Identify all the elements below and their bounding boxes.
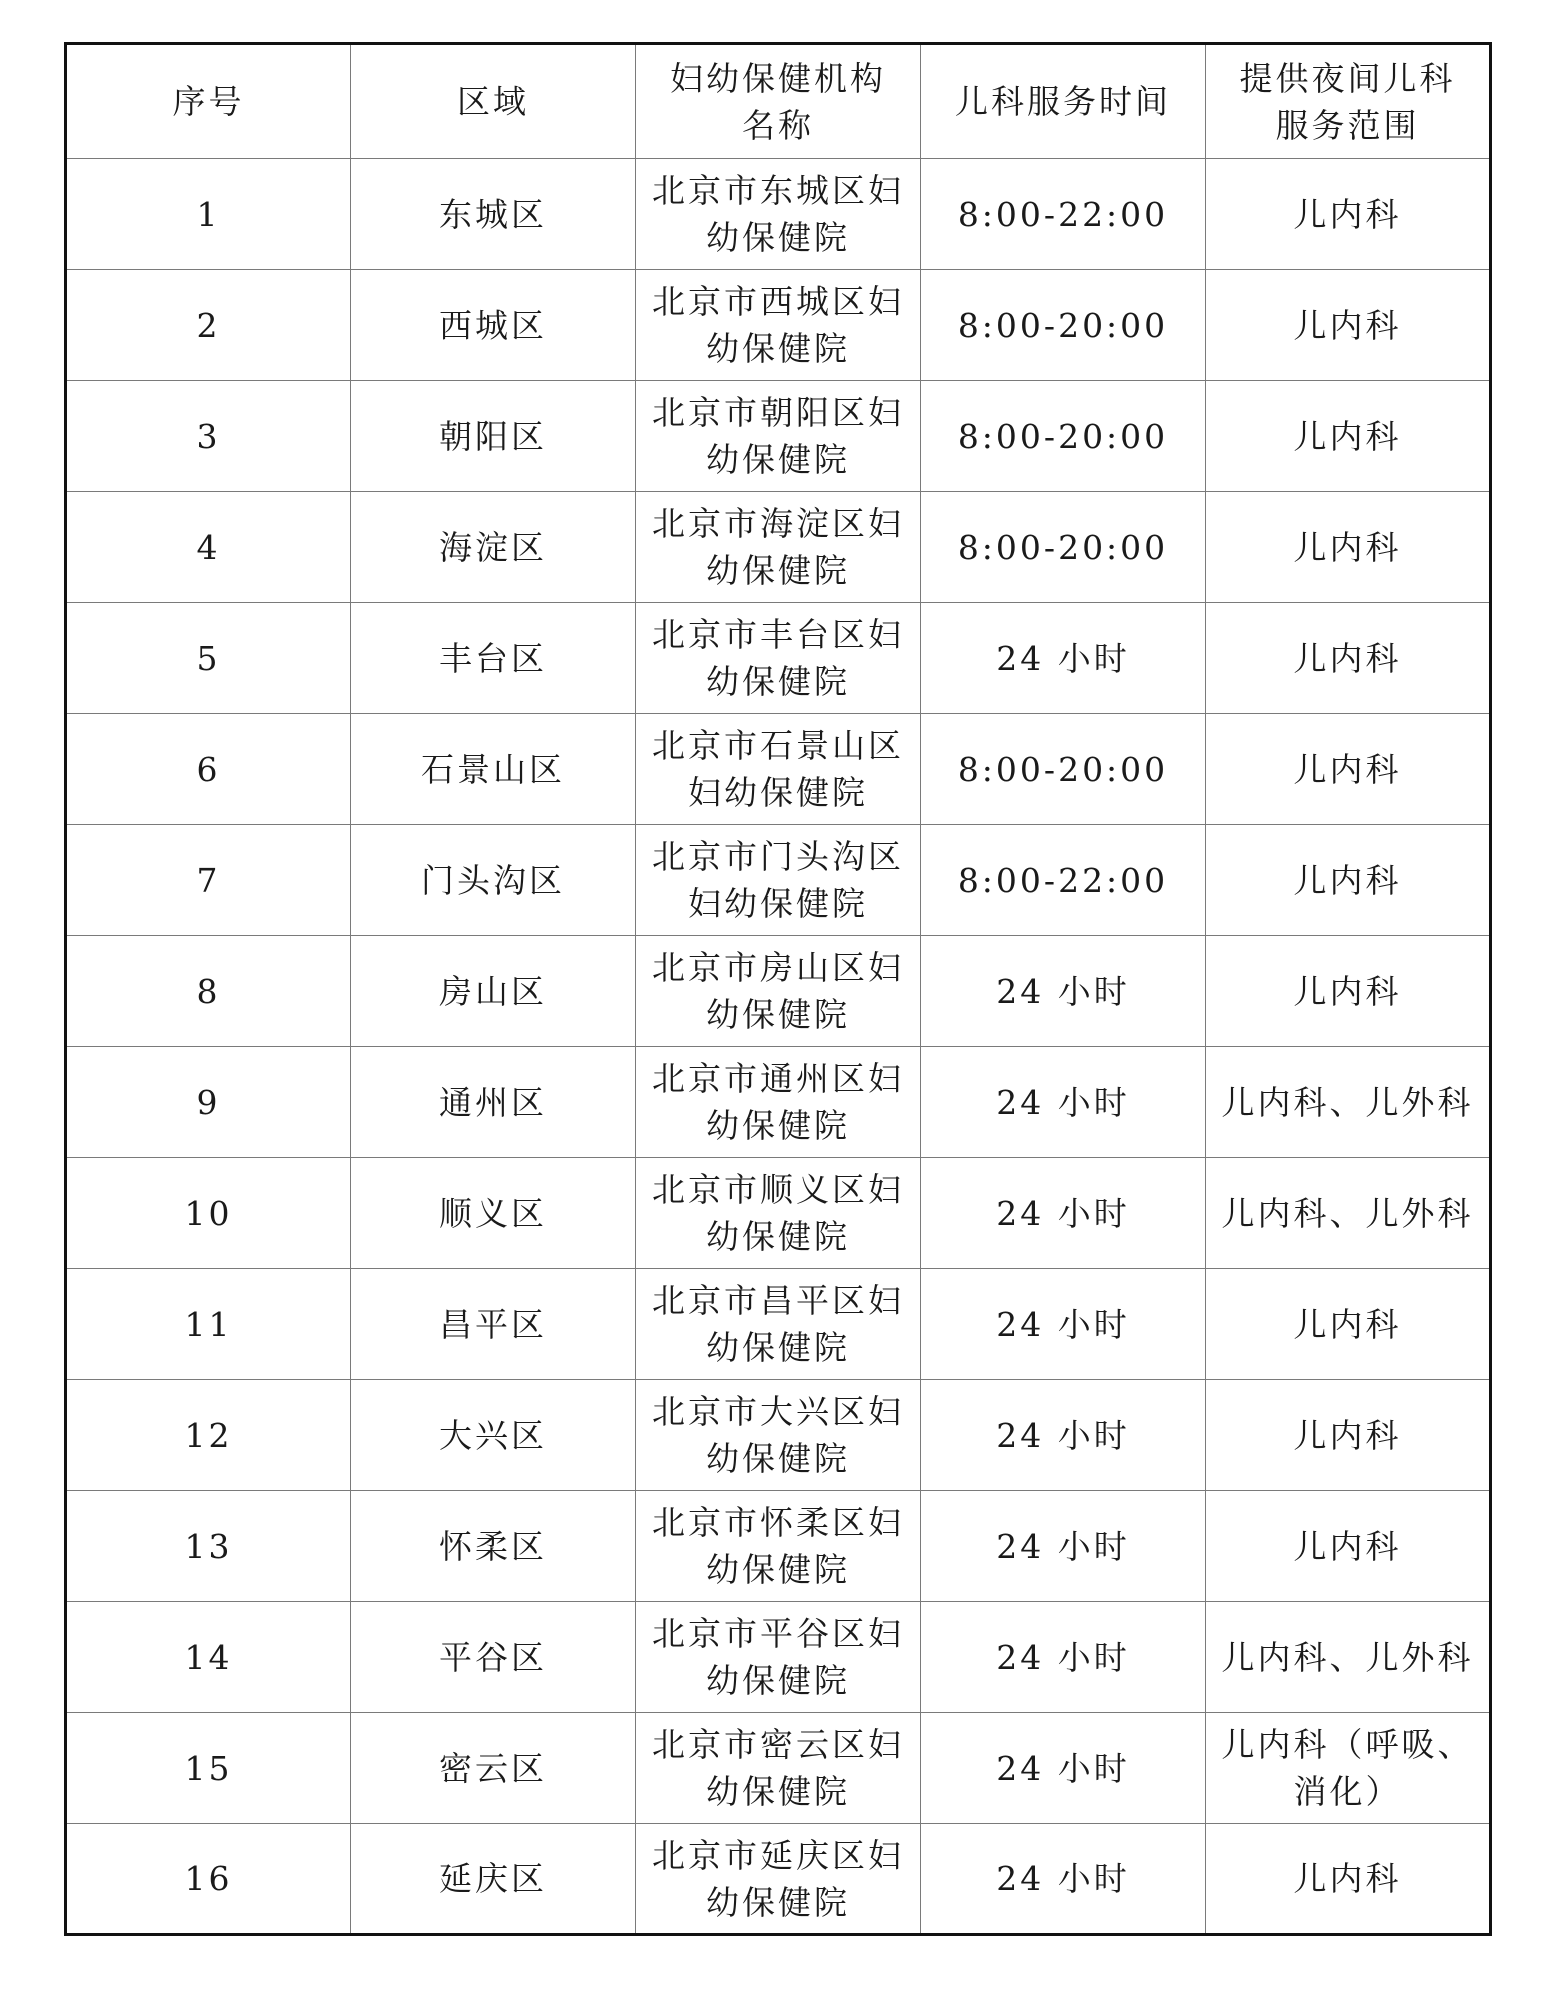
cell-institution-text: 北京市顺义区妇 幼保健院 [652, 1170, 904, 1256]
cell-scope-text: 儿内科 [1293, 971, 1402, 1011]
cell-institution-text: 北京市平谷区妇 幼保健院 [652, 1614, 904, 1700]
cell-institution-text: 北京市密云区妇 幼保健院 [652, 1725, 904, 1811]
cell-institution-text: 北京市怀柔区妇 幼保健院 [652, 1503, 904, 1589]
cell-district-text: 怀柔区 [439, 1526, 547, 1566]
cell-district-text: 西城区 [439, 305, 547, 345]
cell-hours [921, 936, 1206, 1047]
table-row [66, 1824, 1491, 1935]
cell-hours-text: 24 小时 [996, 1859, 1130, 1898]
cell-hours-text: 8:00-20:00 [957, 749, 1169, 789]
cell-scope [1206, 825, 1491, 936]
cell-district [351, 1269, 636, 1380]
cell-district-text: 通州区 [439, 1082, 547, 1122]
cell-scope-text: 儿内科 [1293, 1526, 1402, 1566]
cell-hours [921, 1047, 1206, 1158]
cell-index [66, 1047, 351, 1158]
cell-institution-text: 北京市朝阳区妇 幼保健院 [652, 393, 904, 479]
cell-district [351, 159, 636, 270]
cell-institution [636, 1713, 921, 1824]
table-row [66, 1269, 1491, 1380]
cell-hours-text: 24 小时 [996, 1748, 1130, 1788]
header-hours [921, 44, 1206, 159]
cell-district-text: 顺义区 [439, 1193, 547, 1233]
cell-scope-text: 儿内科 [1293, 860, 1402, 900]
cell-hours-text: 8:00-20:00 [957, 527, 1169, 567]
cell-hours-text: 24 小时 [996, 1304, 1130, 1344]
cell-index [66, 1824, 351, 1935]
cell-district-text: 丰台区 [439, 638, 547, 678]
cell-hours [921, 1713, 1206, 1824]
cell-index-text: 8 [196, 971, 221, 1011]
cell-hours-text: 24 小时 [996, 1415, 1130, 1455]
cell-district-text: 大兴区 [439, 1415, 547, 1455]
cell-scope-text: 儿内科 [1293, 194, 1402, 234]
cell-hours [921, 1158, 1206, 1269]
cell-scope [1206, 714, 1491, 825]
cell-scope-text: 儿内科、儿外科 [1221, 1193, 1474, 1233]
cell-district [351, 1380, 636, 1491]
header-scope-label: 提供夜间儿科 服务范围 [1239, 58, 1456, 145]
cell-district [351, 603, 636, 714]
cell-scope [1206, 1380, 1491, 1491]
cell-hours [921, 714, 1206, 825]
cell-institution [636, 936, 921, 1047]
cell-institution [636, 1269, 921, 1380]
cell-institution-text: 北京市丰台区妇 幼保健院 [652, 615, 904, 701]
header-index-label: 序号 [172, 82, 245, 121]
cell-index [66, 1602, 351, 1713]
cell-index [66, 936, 351, 1047]
cell-hours [921, 492, 1206, 603]
cell-district-text: 平谷区 [439, 1637, 547, 1677]
cell-hours-text: 24 小时 [996, 1193, 1130, 1233]
cell-hours [921, 270, 1206, 381]
cell-institution-text: 北京市大兴区妇 幼保健院 [652, 1392, 904, 1478]
cell-scope [1206, 1269, 1491, 1380]
cell-index-text: 9 [196, 1082, 221, 1122]
header-hours-label: 儿科服务时间 [955, 82, 1171, 121]
table-row [66, 1047, 1491, 1158]
cell-district-text: 朝阳区 [439, 416, 547, 456]
cell-institution [636, 603, 921, 714]
cell-district [351, 381, 636, 492]
cell-district-text: 昌平区 [439, 1304, 547, 1344]
cell-scope [1206, 1824, 1491, 1935]
cell-hours [921, 1602, 1206, 1713]
cell-scope-text: 儿内科 [1293, 416, 1402, 456]
cell-scope-text: 儿内科 [1293, 638, 1402, 678]
cell-institution [636, 1158, 921, 1269]
table-header [66, 44, 1491, 159]
cell-district [351, 270, 636, 381]
cell-hours-text: 8:00-20:00 [957, 305, 1169, 345]
cell-institution-text: 北京市昌平区妇 幼保健院 [652, 1281, 904, 1367]
cell-index-text: 12 [184, 1415, 233, 1455]
cell-institution-text: 北京市海淀区妇 幼保健院 [652, 504, 904, 590]
cell-index-text: 5 [196, 638, 221, 678]
cell-institution [636, 159, 921, 270]
cell-hours [921, 603, 1206, 714]
cell-index-text: 2 [196, 305, 221, 345]
cell-index [66, 825, 351, 936]
cell-scope [1206, 1158, 1491, 1269]
cell-hours [921, 1824, 1206, 1935]
cell-institution [636, 492, 921, 603]
cell-institution-text: 北京市东城区妇 幼保健院 [652, 171, 904, 257]
cell-hours-text: 24 小时 [996, 1082, 1130, 1122]
cell-institution-text: 北京市西城区妇 幼保健院 [652, 282, 904, 368]
cell-index-text: 1 [196, 194, 221, 234]
cell-index-text: 15 [184, 1748, 233, 1788]
cell-scope [1206, 603, 1491, 714]
cell-index-text: 4 [196, 527, 221, 567]
cell-hours-text: 24 小时 [996, 1637, 1130, 1677]
cell-institution [636, 1380, 921, 1491]
cell-index [66, 1380, 351, 1491]
header-institution [636, 44, 921, 159]
cell-district-text: 东城区 [439, 194, 547, 234]
cell-index-text: 6 [196, 749, 221, 789]
table-row [66, 1713, 1491, 1824]
cell-institution-text: 北京市延庆区妇 幼保健院 [652, 1835, 904, 1922]
table-row [66, 159, 1491, 270]
cell-scope [1206, 270, 1491, 381]
cell-index [66, 270, 351, 381]
cell-scope-text: 儿内科 [1293, 527, 1402, 567]
cell-scope-text: 儿内科 [1293, 749, 1402, 789]
cell-hours [921, 1380, 1206, 1491]
header-district-label: 区域 [457, 82, 529, 121]
cell-index-text: 14 [184, 1637, 233, 1677]
table-row [66, 381, 1491, 492]
cell-scope [1206, 1713, 1491, 1824]
cell-scope [1206, 381, 1491, 492]
cell-district [351, 1491, 636, 1602]
cell-institution [636, 381, 921, 492]
cell-district [351, 714, 636, 825]
cell-hours [921, 825, 1206, 936]
cell-institution [636, 1491, 921, 1602]
header-district [351, 44, 636, 159]
cell-institution-text: 北京市门头沟区 妇幼保健院 [652, 837, 904, 923]
cell-institution [636, 270, 921, 381]
table-row [66, 603, 1491, 714]
table-row [66, 936, 1491, 1047]
cell-district [351, 825, 636, 936]
cell-institution [636, 1824, 921, 1935]
cell-district [351, 1047, 636, 1158]
table-body [66, 159, 1491, 1935]
cell-scope-text: 儿内科 [1293, 305, 1402, 345]
cell-index [66, 1491, 351, 1602]
cell-institution-text: 北京市通州区妇 幼保健院 [652, 1059, 904, 1145]
cell-index-text: 10 [184, 1193, 233, 1233]
cell-index-text: 13 [184, 1526, 233, 1566]
cell-index [66, 1158, 351, 1269]
cell-scope [1206, 1491, 1491, 1602]
table-row [66, 270, 1491, 381]
cell-hours-text: 24 小时 [996, 1526, 1130, 1566]
cell-hours-text: 8:00-22:00 [957, 860, 1169, 900]
table-row [66, 1602, 1491, 1713]
table-row [66, 1380, 1491, 1491]
cell-scope-text: 儿内科 [1293, 1304, 1402, 1344]
cell-district-text: 海淀区 [439, 527, 547, 567]
table-row [66, 492, 1491, 603]
cell-institution [636, 1602, 921, 1713]
cell-district [351, 936, 636, 1047]
cell-index [66, 492, 351, 603]
pediatric-services-table [64, 42, 1492, 1936]
cell-index [66, 714, 351, 825]
cell-index [66, 381, 351, 492]
cell-district [351, 1824, 636, 1935]
cell-district-text: 房山区 [439, 971, 547, 1011]
cell-scope [1206, 159, 1491, 270]
cell-district [351, 1602, 636, 1713]
cell-index-text: 11 [184, 1304, 233, 1344]
cell-scope [1206, 1602, 1491, 1713]
cell-hours [921, 159, 1206, 270]
cell-index [66, 603, 351, 714]
cell-institution-text: 北京市房山区妇 幼保健院 [652, 948, 904, 1034]
cell-district [351, 492, 636, 603]
cell-district-text: 门头沟区 [421, 860, 565, 900]
cell-scope-text: 儿内科、儿外科 [1221, 1637, 1474, 1677]
table-row [66, 825, 1491, 936]
cell-scope [1206, 492, 1491, 603]
cell-institution [636, 1047, 921, 1158]
cell-index [66, 1269, 351, 1380]
table-row [66, 714, 1491, 825]
cell-index [66, 159, 351, 270]
cell-district [351, 1713, 636, 1824]
cell-hours-text: 8:00-20:00 [957, 416, 1169, 456]
header-scope [1206, 44, 1491, 159]
cell-institution [636, 714, 921, 825]
cell-scope-text: 儿内科 [1293, 1859, 1402, 1898]
cell-scope-text: 儿内科、儿外科 [1221, 1082, 1474, 1122]
cell-index-text: 3 [196, 416, 221, 456]
cell-hours-text: 24 小时 [996, 638, 1130, 678]
cell-institution-text: 北京市石景山区 妇幼保健院 [652, 726, 904, 812]
header-index [66, 44, 351, 159]
cell-district-text: 密云区 [439, 1748, 547, 1788]
cell-hours [921, 381, 1206, 492]
cell-district-text: 延庆区 [439, 1859, 547, 1898]
cell-index [66, 1713, 351, 1824]
cell-district [351, 1158, 636, 1269]
header-row [66, 44, 1491, 159]
table-row [66, 1491, 1491, 1602]
cell-institution [636, 825, 921, 936]
cell-scope-text: 儿内科（呼吸、 消化） [1221, 1725, 1474, 1811]
cell-district-text: 石景山区 [421, 749, 565, 789]
cell-hours [921, 1269, 1206, 1380]
cell-index-text: 16 [184, 1859, 233, 1898]
table-row [66, 1158, 1491, 1269]
header-institution-label: 妇幼保健机构 名称 [670, 58, 886, 145]
cell-scope [1206, 936, 1491, 1047]
cell-index-text: 7 [196, 860, 221, 900]
cell-scope-text: 儿内科 [1293, 1415, 1402, 1455]
cell-scope [1206, 1047, 1491, 1158]
cell-hours [921, 1491, 1206, 1602]
cell-hours-text: 8:00-22:00 [957, 194, 1169, 234]
cell-hours-text: 24 小时 [996, 971, 1130, 1011]
